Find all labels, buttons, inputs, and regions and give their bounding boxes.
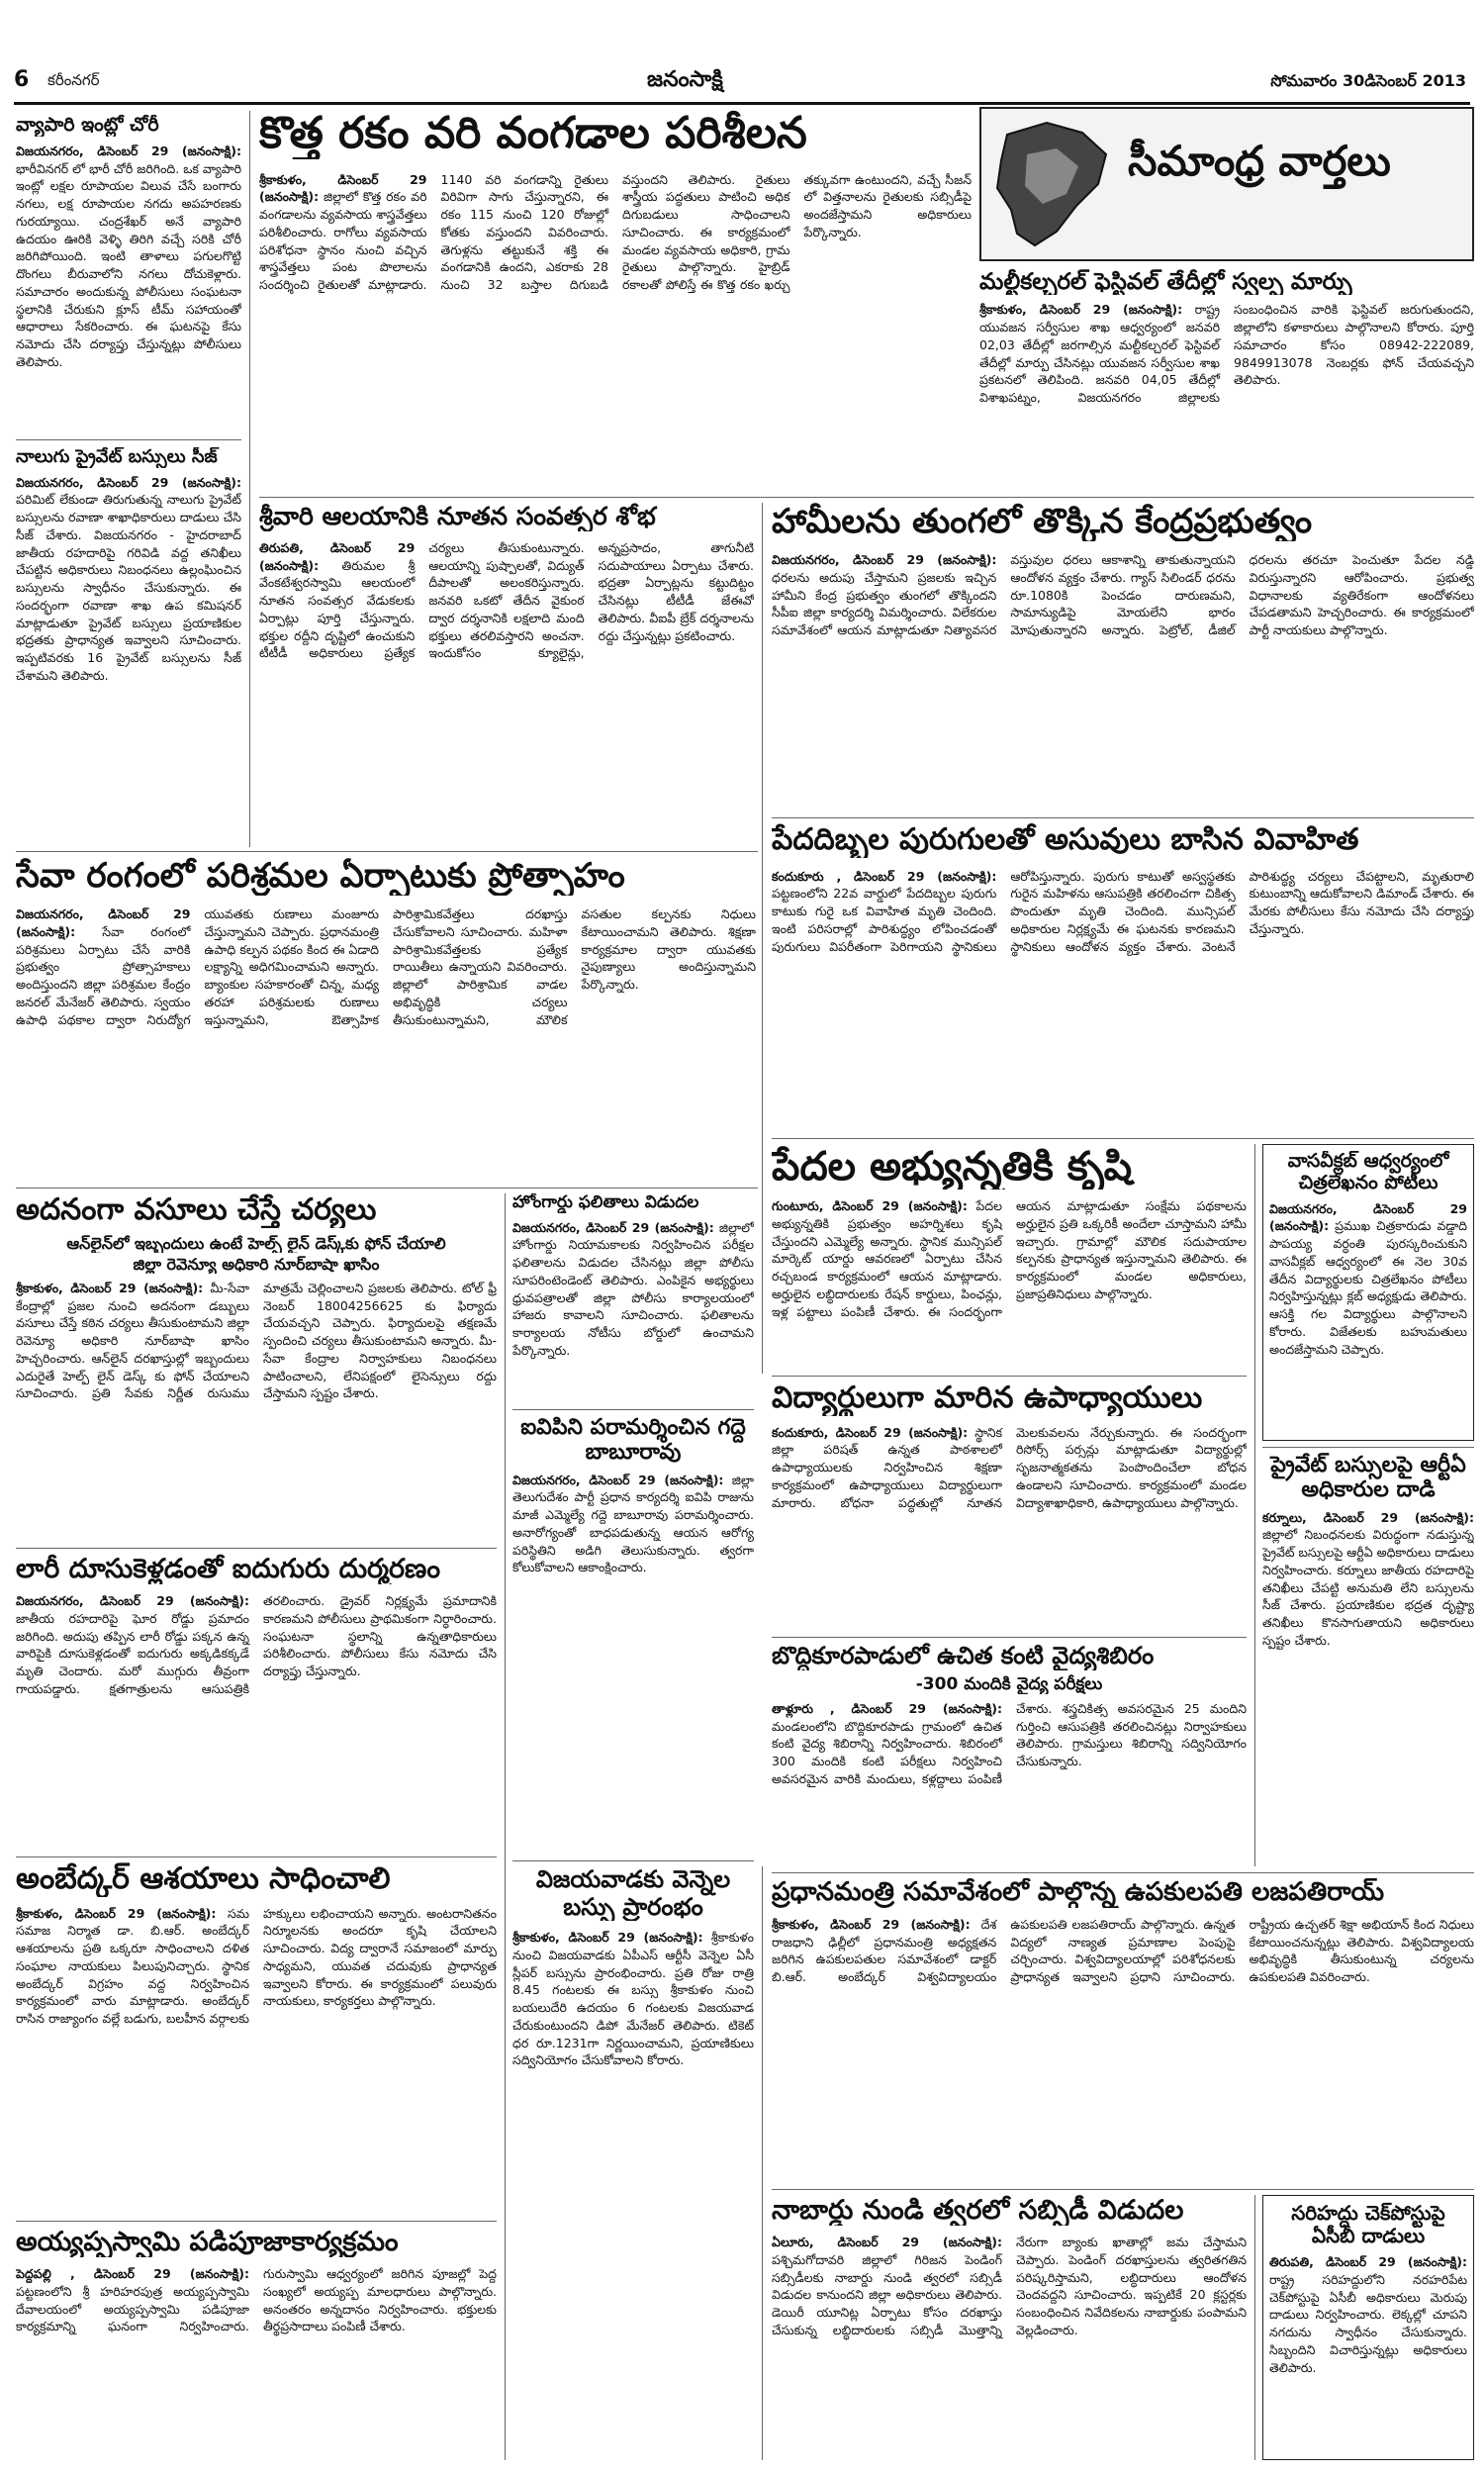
article-multicultural-festival [979,269,1474,485]
article-rta-raids [1262,1453,1474,1868]
page-number: 6 [14,67,30,92]
article-body: విజయనగరం, డిసెంబర్ 29 (జనంసాక్షి): ధరలను అదుపు చేస్తామని ప్రజలకు ఇచ్చిన హామీని కేంద్ర ప్రభుత్వం తుంగలో తొక్కిందని సీపీఐ జిల్లా కార్యదర్శి విమర్శించారు. విలేకరుల సమావేశంలో ఆయన మాట్లాడుతూ నిత్యావసర వస్తువుల ధరలు ఆకాశాన్ని తాకుతున్నాయని ఆందోళన వ్యక్తం చేశారు. గ్యాస్ సిలిండర్ ధరను రూ.1080కి పెంచడం దారుణమని, సామాన్యుడిపై మోయలేని భారం మోపుతున్నారని అన్నారు. పెట్రోల్, డీజిల్ ధరలను తరచూ పెంచుతూ పేదల నడ్డి విరుస్తున్నారని ఆరోపించారు. ప్రభుత్వ విధానాలకు వ్యతిరేకంగా ఆందోళనలు చేపడతామని హెచ్చరించారు. ఈ కార్యక్రమంలో పార్టీ నాయకులు పాల్గొన్నారు. [772,552,1474,638]
article-body: గుంటూరు, డిసెంబర్ 29 (జనంసాక్షి): పేదల అభ్యున్నతికి ప్రభుత్వం అహర్నిశలు కృషి చేస్తుందని ఎమ్మెల్యే అన్నారు. స్థానిక మున్సిపల్ మార్కెట్ యార్డు ఆవరణలో ఏర్పాటు చేసిన రచ్చబండ కార్యక్రమంలో ఆయన మాట్లాడారు. అర్హులైన లబ్ధిదారులకు రేషన్ కార్డులు, పింఛన్లు, ఇళ్ల పట్టాలు పంపిణీ చేశారు. ఈ సందర్భంగా ఆయన మాట్లాడుతూ సంక్షేమ పథకాలను అర్హులైన ప్రతి ఒక్కరికీ అందేలా చూస్తామని హామీ ఇచ్చారు. గ్రామాల్లో మౌలిక సదుపాయాల కల్పనకు ప్రాధాన్యత ఇస్తున్నామని తెలిపారు. ఈ కార్యక్రమంలో మండల అధికారులు, ప్రజాప్రతినిధులు పాల్గొన్నారు. [772,1198,1247,1319]
headline: కొత్త రకం వరి వంగడాల పరిశీలన [259,109,807,158]
headline: ఐవిపిని పరామర్శించిన గద్దె బాబూరావు [520,1415,746,1466]
article-nabard-subsidy [772,2195,1247,2460]
article-body: విజయనగరం, డిసెంబర్ 29 (జనంసాక్షి): జిల్లాలో హోంగార్డు నియామకాలకు నిర్వహించిన పరీక్షల ఫలితాలను విడుదల చేసినట్లు జిల్లా పోలీసు సూపరింటెండెంట్ తెలిపారు. ఎంపికైన అభ్యర్థులు ధ్రువపత్రాలతో జిల్లా పోలీసు కార్యాలయంలో హాజరు కావాలని సూచించారు. ఫలితాలను కార్యాలయ నోటీసు బోర్డులో ఉంచామని పేర్కొన్నారు. [512,1219,754,1358]
article-body: తాళ్లూరు , డిసెంబర్ 29 (జనంసాక్షి): మండలంలోని బొద్దికూరపాడు గ్రామంలో ఉచిత కంటి వైద్య శిబిరాన్ని నిర్వహించారు. శిబిరంలో 300 మందికి కంటి పరీక్షలు నిర్వహించి అవసరమైన వారికి మందులు, కళ్లద్దాలు పంపిణీ చేశారు. శస్త్రచికిత్స అవసరమైన 25 మందిని గుర్తించి ఆసుపత్రికి తరలించినట్లు నిర్వాహకులు తెలిపారు. గ్రామస్తులు శిబిరాన్ని సద్వినియోగం చేసుకున్నారు. [772,1700,1247,1786]
article-body: ఏలూరు, డిసెంబర్ 29 (జనంసాక్షి): పశ్చిమగోదావరి జిల్లాలో గిరిజన పెండింగ్ సబ్సిడీలకు నాబార్డు నుండి త్వరలో సబ్సిడీ విడుదల కానుందని జిల్లా అధికారులు తెలిపారు. డెయిరీ యూనిట్ల ఏర్పాటు కోసం దరఖాస్తు చేసుకున్న లబ్ధిదారులకు సబ్సిడీ మొత్తాన్ని నేరుగా బ్యాంకు ఖాతాల్లో జమ చేస్తామని చెప్పారు. పెండింగ్ దరఖాస్తులను త్వరితగతిన పరిష్కరిస్తామని, లబ్ధిదారులు ఆందోళన చెందవద్దని సూచించారు. ఇప్పటికే 20 క్లస్టర్లకు సంబంధించిన నివేదికలను నాబార్డుకు పంపామని వెల్లడించారు. [772,2235,1247,2337]
article-body: తిరుపతి, డిసెంబర్ 29 (జనంసాక్షి): తిరుమల శ్రీ వేంకటేశ్వరస్వామి ఆలయంలో నూతన సంవత్సర వేడుకలకు ఏర్పాట్లు పూర్తి చేస్తున్నారు. భక్తుల రద్దీని దృష్టిలో ఉంచుకుని టీటీడీ అధికారులు ప్రత్యేక చర్యలు తీసుకుంటున్నారు. ఆలయాన్ని పుష్పాలతో, విద్యుత్ దీపాలతో అలంకరిస్తున్నారు. జనవరి ఒకటో తేదీన వైకుంఠ ద్వార దర్శనానికి లక్షలాది మంది భక్తులు తరలివస్తారని అంచనా. ఇందుకోసం క్యూలైన్లు, అన్నప్రసాదం, తాగునీటి సదుపాయాలు ఏర్పాటు చేశారు. భద్రతా ఏర్పాట్లను కట్టుదిట్టం చేసినట్లు టీటీడీ జేఈవో తెలిపారు. వీఐపీ బ్రేక్ దర్శనాలను రద్దు చేస్తున్నట్లు ప్రకటించారు. [259,539,754,661]
article-acb-raids [1262,2195,1474,2460]
newspaper-logo: జనంసాక్షి [647,67,723,92]
article-body: విజయనగరం, డిసెంబర్ 29 (జనంసాక్షి): జిల్లా తెలుగుదేశం పార్టీ ప్రధాన కార్యదర్శి ఐవిపి రాజును మాజీ ఎమ్మెల్యే గద్దె బాబూరావు పరామర్శించారు. అనారోగ్యంతో బాధపడుతున్న ఆయన ఆరోగ్య పరిస్థితిని అడిగి తెలుసుకున్నారు. త్వరగా కోలుకోవాలని ఆకాంక్షించారు. [512,1472,754,1575]
headline: పేదదిబ్బల పురుగులతో అసువులు బాసిన వివాహిత [772,823,1359,857]
article-ambedkar-ideals [16,1862,497,2215]
article-body: పెద్దపల్లి , డిసెంబర్ 29 (జనంసాక్షి): పట్టణంలోని శ్రీ హరిహరపుత్ర అయ్యప్పస్వామి దేవాలయంలో అయ్యప్పస్వామి పడిపూజా కార్యక్రమాన్ని ఘనంగా నిర్వహించారు. గురుస్వామి ఆధ్వర్యంలో జరిగిన పూజల్లో పెద్ద సంఖ్యలో అయ్యప్ప మాలధారులు పాల్గొన్నారు. అనంతరం అన్నదానం నిర్వహించారు. భక్తులకు తీర్థప్రసాదాలు పంపిణీ చేశారు. [16,2266,497,2334]
issue-date: సోమవారం 30డిసెంబర్ 2013 [1270,71,1466,90]
article-body: విజయనగరం, డిసెంబర్ 29 (జనంసాక్షి): ప్రముఖ చిత్రకారుడు వడ్డాది పాపయ్య వర్ధంతి పురస్కరించుకుని వాసవీక్లబ్ ఆధ్వర్యంలో ఈ నెల 30వ తేదీన విద్యార్థులకు చిత్రలేఖనం పోటీలు నిర్వహిస్తున్నట్లు క్లబ్ అధ్యక్షుడు తెలిపారు. ఆసక్తి గల విద్యార్థులు పాల్గొనాలని కోరారు. విజేతలకు బహుమతులు అందజేస్తామని చెప్పారు. [1269,1200,1467,1357]
headline: పేదల అభ్యున్నతికి కృషి [772,1144,1133,1189]
article-new-paddy-varieties [259,109,972,493]
article-woman-dies [772,823,1474,1132]
article-vennela-bus [512,1866,754,2460]
headline: బొద్దికూరపాడులో ఉచిత కంటి వైద్యశిబిరం [772,1643,1155,1669]
headline: సేవా రంగంలో పరిశ్రమల ఏర్పాటుకు ప్రోత్సాహం [16,857,625,896]
article-body: తిరుపతి, డిసెంబర్ 29 (జనంసాక్షి): రాష్ట్ర సరిహద్దులోని నరహరిపేట చెక్‌పోస్టుపై ఏసీబీ అధికారులు మెరుపు దాడులు నిర్వహించారు. లెక్కల్లో చూపని నగదును స్వాధీనం చేసుకున్నారు. సిబ్బందిని విచారిస్తున్నట్లు అధికారులు తెలిపారు. [1269,2254,1467,2375]
article-body: విజయనగరం, డిసెంబర్ 29 (జనంసాక్షి): జాతీయ రహదారిపై ఘోర రోడ్డు ప్రమాదం జరిగింది. అదుపు తప్పిన లారీ రోడ్డు పక్కన ఉన్న వారిపైకి దూసుకెళ్లడంతో ఐదుగురు అక్కడికక్కడే మృతి చెందారు. మరో ముగ్గురు తీవ్రంగా గాయపడ్డారు. క్షతగాత్రులను ఆసుపత్రికి తరలించారు. డ్రైవర్ నిర్లక్ష్యమే ప్రమాదానికి కారణమని పోలీసులు ప్రాథమికంగా నిర్ధారించారు. సంఘటనా స్థలాన్ని ఉన్నతాధికారులు పరిశీలించారు. పోలీసులు కేసు నమోదు చేసి దర్యాప్తు చేస్తున్నారు. [16,1593,497,1696]
article-body: శ్రీకాకుళం, డిసెంబర్ 29 (జనంసాక్షి): మీ-సేవా కేంద్రాల్లో ప్రజల నుంచి అదనంగా డబ్బులు వసూలు చేస్తే కఠిన చర్యలు తీసుకుంటామని జిల్లా రెవెన్యూ అధికారి నూర్‌బాషా ఖాసిం హెచ్చరించారు. ఆన్‌లైన్ దరఖాస్తుల్లో ఇబ్బందులు ఎదురైతే హెల్ప్ లైన్ డెస్క్ కు ఫోన్ చేయాలని సూచించారు. ప్రతి సేవకు నిర్ణీత రుసుము మాత్రమే చెల్లించాలని ప్రజలకు తెలిపారు. టోల్ ఫ్రీ నెంబర్ 18004256625 కు ఫిర్యాదు చేయవచ్చని చెప్పారు. ఫిర్యాదులపై తక్షణమే స్పందించి చర్యలు తీసుకుంటామని అన్నారు. మీ-సేవా కేంద్రాల నిర్వాహకులు నిబంధనలు పాటించాలని, లేనిపక్షంలో లైసెన్సులు రద్దు చేస్తామని స్పష్టం చేశారు. [16,1280,497,1401]
article-tirumala-new-year [259,503,754,847]
headline: ప్రైవేట్ బస్సులపై ఆర్టీఏ అధికారుల దాడి [1270,1453,1466,1503]
headline: హోంగార్డు ఫలితాలు విడుదల [512,1193,699,1212]
article-body: విజయనగరం, డిసెంబర్ 29 (జనంసాక్షి): భారీవినగర్ లో భారీ చోరీ జరిగింది. ఒక వ్యాపారి ఇంట్లో లక్షల రూపాయల విలువ చేసే బంగారు నగలు, లక్ష రూపాయల నగదు అపహరణకు గురయ్యాయి. చంద్రశేఖర్ అనే వ్యాపారి ఉదయం ఊరికి వెళ్ళి తిరిగి వచ్చే సరికి చోరీ జరిగిపోయింది. ఇంటి తాళాలు పగులగొట్టి దొంగలు బీరువాలోని నగలు దోచుకెళ్లారు. సమాచారం అందుకున్న పోలీసులు సంఘటనా స్థలానికి చేరుకుని క్లూస్ టీమ్ సహాయంతో ఆధారాలు సేకరించారు. ఈ ఘటనపై కేసు నమోదు చేసి దర్యాప్తు చేస్తున్నట్లు పోలీసులు తెలిపారు. [16,143,241,369]
headline: విజయవాడకు వెన్నెల బస్సు ప్రారంభం [535,1866,731,1921]
headline: సరిహద్దు చెక్‌పోస్టుపై ఏసీబీ దాడులు [1291,2202,1445,2247]
article-body: శ్రీకాకుళం, డిసెంబర్ 29 (జనంసాక్షి): దేశ రాజధాని ఢిల్లీలో ప్రధానమంత్రి అధ్యక్షతన జరిగిన ఉపకులపతుల సమావేశంలో డాక్టర్ బి.ఆర్. అంబేద్కర్ విశ్వవిద్యాలయం ఉపకులపతి లజపతిరాయ్ పాల్గొన్నారు. ఉన్నత విద్యలో నాణ్యత ప్రమాణాల పెంపుపై చర్చించారు. విశ్వవిద్యాలయాల్లో పరిశోధనలకు ప్రాధాన్యత ఇవ్వాలని ప్రధాని సూచించారు. రాష్ట్రీయ ఉచ్చతర్ శిక్షా అభియాన్ కింద నిధులు కేటాయించనున్నట్లు తెలిపారు. విశ్వవిద్యాలయ అభివృద్ధికి తీసుకుంటున్న చర్యలను ఉపకులపతి వివరించారు. [772,1916,1474,1985]
article-industries-promotion [16,857,756,1184]
headline: నాలుగు ప్రైవేట్ బస్సులు సీజ్ [16,447,218,467]
headline: విద్యార్థులుగా మారిన ఉపాధ్యాయులు [772,1381,1203,1415]
headline: నాబార్డు నుండి త్వరలో సబ్సిడీ విడుదల [772,2195,1184,2226]
banner-title: సీమాంధ్ర వార్తలు [1128,137,1391,185]
headline: వ్యాపారి ఇంట్లో చోరీ [16,115,159,136]
subheadline: -300 మందికి వైద్య పరీక్షలు [915,1673,1103,1694]
article-body: విజయనగరం, డిసెంబర్ 29 (జనంసాక్షి): సేవా రంగంలో పరిశ్రమలు ఏర్పాటు చేసే వారికి ప్రభుత్వం ప్రోత్సాహకాలు అందిస్తుందని జిల్లా పరిశ్రమల కేంద్రం జనరల్ మేనేజర్ తెలిపారు. స్వయం ఉపాధి పథకాల ద్వారా నిరుద్యోగ యువతకు రుణాలు మంజూరు చేస్తున్నామని చెప్పారు. ప్రధానమంత్రి ఉపాధి కల్పన పథకం కింద ఈ ఏడాది లక్ష్యాన్ని అధిగమించామని అన్నారు. బ్యాంకుల సహకారంతో చిన్న, మధ్య తరహా పరిశ్రమలకు రుణాలు ఇస్తున్నామని, ఔత్సాహిక పారిశ్రామికవేత్తలు దరఖాస్తు చేసుకోవాలని సూచించారు. మహిళా పారిశ్రామికవేత్తలకు ప్రత్యేక రాయితీలు ఉన్నాయని వివరించారు. జిల్లాలో పారిశ్రామిక వాడల అభివృద్ధికి చర్యలు తీసుకుంటున్నామని, మౌలిక వసతుల కల్పనకు నిధులు కేటాయించామని తెలిపారు. శిక్షణా కార్యక్రమాల ద్వారా యువతకు నైపుణ్యాలు అందిస్తున్నామని పేర్కొన్నారు. [16,906,756,1027]
headline: లారీ దూసుకెళ్లడంతో ఐదుగురు దుర్మరణం [16,1554,441,1584]
article-body: శ్రీకాకుళం, డిసెంబర్ 29 (జనంసాక్షి): రాష్ట్ర యువజన సర్వీసుల శాఖ ఆధ్వర్యంలో జనవరి 02,03 తేదీల్లో జరగాల్సిన మల్టీకల్చరల్ ఫెస్టివల్ తేదీల్లో మార్పు చేసినట్లు యువజన సర్వీసుల శాఖ ప్రకటనలో తెలిపింది. జనవరి 04,05 తేదీల్లో విశాఖపట్నం, విజయనగరం జిల్లాలకు సంబంధించిన వారికి ఫెస్టివల్ జరుగుతుందని, జిల్లాలోని కళాకారులు పాల్గొనాలని కోరారు. పూర్తి సమాచారం కోసం 08942-222089, 9849913078 నెంబర్లకు ఫోన్ చేయవచ్చని తెలిపారు. [979,302,1474,406]
article-body: కందుకూరు, డిసెంబర్ 29 (జనంసాక్షి): స్థానిక జిల్లా పరిషత్ ఉన్నత పాఠశాలలో ఉపాధ్యాయులకు నిర్వహించిన శిక్షణా కార్యక్రమంలో ఉపాధ్యాయులు విద్యార్థులుగా మారారు. బోధనా పద్ధతుల్లో నూతన మెలకువలను నేర్చుకున్నారు. ఈ సందర్భంగా రిసోర్స్ పర్సన్లు మాట్లాడుతూ విద్యార్థుల్లో సృజనాత్మకతను పెంపొందించేలా బోధన ఉండాలని సూచించారు. కార్యక్రమంలో మండల విద్యాశాఖాధికారి, ఉపాధ్యాయులు పాల్గొన్నారు. [772,1424,1247,1510]
edition-name: కరీంనగర్ [47,71,100,89]
article-body: విజయనగరం, డిసెంబర్ 29 (జనంసాక్షి): పరిమిట్ లేకుండా తిరుగుతున్న నాలుగు ప్రైవేట్ బస్సులను రవాణా శాఖాధికారులు దాడులు చేసి సీజ్ చేశారు. విజయనగరం - హైదరాబాద్ జాతీయ రహదారిపై గరివిడి వద్ద తనిఖీలు చేపట్టిన అధికారులు నిబంధనలు ఉల్లంఘించిన బస్సులను స్వాధీనం చేసుకున్నారు. ఈ సందర్భంగా రవాణా శాఖ ఉప కమిషనర్ మాట్లాడుతూ ప్రైవేట్ బస్సులు ప్రయాణికుల భద్రతకు ప్రాధాన్యత ఇవ్వాలని సూచించారు. ఇప్పటివరకు 16 ప్రైవేట్ బస్సులను సీజ్ చేశామని తెలిపారు. [16,474,241,683]
headline: అంబేద్కర్ ఆశయాలు సాధించాలి [16,1862,391,1896]
andhra-map-icon [987,115,1120,255]
headline: ప్రధానమంత్రి సమావేశంలో పాల్గొన్న ఉపకులపతి లజపతిరాయ్ [772,1878,1385,1907]
headline: అయ్యప్పస్వామి పడిపూజాకార్యక్రమం [16,2227,399,2257]
article-poor-upliftment [772,1144,1247,1370]
headline: శ్రీవారి ఆలయానికి నూతన సంవత్సర శోభ [259,503,656,530]
article-body: శ్రీకాకుళం, డిసెంబర్ 29 (జనంసాక్షి): శ్రీకాకుళం నుంచి విజయవాడకు ఏపీఎస్ ఆర్టీసీ వెన్నెల ఏసీ స్లీపర్ బస్సును ప్రారంభించారు. ప్రతి రోజు రాత్రి 8.45 గంటలకు ఈ బస్సు శ్రీకాకుళం నుంచి బయలుదేరి ఉదయం 6 గంటలకు విజయవాడ చేరుకుంటుందని డిపో మేనేజర్ తెలిపారు. టికెట్ ధర రూ.1231గా నిర్ణయించామని, ప్రయాణికులు సద్వినియోగం చేసుకోవాలని కోరారు. [512,1930,754,2068]
headline: వాసవీక్లబ్ ఆధ్వర్యంలో చిత్రలేఖనం పోటీలు [1287,1151,1449,1193]
article-painting-competition [1262,1144,1474,1441]
article-body: శ్రీకాకుళం, డిసెంబర్ 29 (జనంసాక్షి): సమ సమాజ నిర్మాత డా. బి.ఆర్. అంబేద్కర్ ఆశయాలను ప్రతి ఒక్కరూ సాధించాలని దళిత సంఘాల నాయకులు పిలుపునిచ్చారు. స్థానిక అంబేద్కర్ విగ్రహం వద్ద నిర్వహించిన కార్యక్రమంలో వారు మాట్లాడారు. అంబేద్కర్ రాసిన రాజ్యాంగం వల్లే బడుగు, బలహీన వర్గాలకు హక్కులు లభించాయని అన్నారు. అంటరానితనం నిర్మూలనకు అందరూ కృషి చేయాలని సూచించారు. విద్య ద్వారానే సమాజంలో మార్పు సాధ్యమని, యువత చదువుకు ప్రాధాన్యత ఇవ్వాలని కోరారు. ఈ కార్యక్రమంలో పలువురు నాయకులు, కార్యకర్తలు పాల్గొన్నారు. [16,1905,497,2026]
article-eye-camp [772,1643,1247,1866]
article-body: శ్రీకాకుళం, డిసెంబర్ 29 (జనంసాక్షి): జిల్లాలో కొత్త రకం వరి వంగడాలను వ్యవసాయ శాస్త్రవేత్తలు పరిశీలించారు. రాగోలు వ్యవసాయ పరిశోధనా స్థానం నుంచి వచ్చిన శాస్త్రవేత్తలు పంట పొలాలను సందర్శించి రైతులతో మాట్లాడారు. 1140 వరి వంగడాన్ని రైతులు విరివిగా సాగు చేస్తున్నారని, ఈ రకం 115 నుంచి 120 రోజుల్లో కోతకు వస్తుందని వివరించారు. తెగుళ్లను తట్టుకునే శక్తి ఈ వంగడానికి ఉందని, ఎకరాకు 28 నుంచి 32 బస్తాల దిగుబడి వస్తుందని తెలిపారు. రైతులు శాస్త్రీయ పద్ధతులు పాటించి అధిక దిగుబడులు సాధించాలని సూచించారు. ఈ కార్యక్రమంలో మండల వ్యవసాయ అధికారి, గ్రామ రైతులు పాల్గొన్నారు. హైబ్రిడ్ రకాలతో పోలిస్తే ఈ కొత్త రకం ఖర్చు తక్కువగా ఉంటుందని, వచ్చే సీజన్ లో విత్తనాలను రైతులకు సబ్సిడీపై అందజేస్తామని అధికారులు పేర్కొన్నారు. [259,171,972,293]
article-teachers-training [772,1381,1247,1631]
article-body: కర్నూలు, డిసెంబర్ 29 (జనంసాక్షి): జిల్లాలో నిబంధనలకు విరుద్ధంగా నడుస్తున్న ప్రైవేట్ బస్సులపై ఆర్టీఏ అధికారులు దాడులు నిర్వహించారు. కర్నూలు జాతీయ రహదారిపై తనిఖీలు చేపట్టి అనుమతి లేని బస్సులను సీజ్ చేశారు. ప్రయాణికుల భద్రత దృష్ట్యా తనిఖీలు కొనసాగుతాయని అధికారులు స్పష్టం చేశారు. [1262,1509,1474,1648]
masthead [14,61,1470,105]
article-central-govt-promises [772,503,1474,813]
seemandhra-news-banner [979,107,1474,261]
headline: అదనంగా వసూలు చేస్తే చర్యలు [16,1193,377,1227]
article-ayyappa-padipuja [16,2227,497,2460]
article-ivp-visit [512,1415,754,1712]
article-private-buses-seized [16,447,241,835]
article-body: కందుకూరు , డిసెంబర్ 29 (జనంసాక్షి): పట్టణంలోని 22వ వార్డులో పేదదిబ్బల పురుగు కాటుకు గురై ఒక వివాహిత మృతి చెందింది. ఇంటి పరిసరాల్లో పారిశుద్ధ్యం లోపించడంతో పురుగులు విపరీతంగా పెరిగాయని స్థానికులు ఆరోపిస్తున్నారు. పురుగు కాటుతో అస్వస్థతకు గురైన మహిళను ఆసుపత్రికి తరలించగా చికిత్స పొందుతూ మృతి చెందింది. మున్సిపల్ అధికారుల నిర్లక్ష్యమే ఈ ఘటనకు కారణమని స్థానికులు ఆందోళన వ్యక్తం చేశారు. వెంటనే పారిశుద్ధ్య చర్యలు చేపట్టాలని, మృతురాలి కుటుంబాన్ని ఆదుకోవాలని డిమాండ్ చేశారు. ఈ మేరకు పోలీసులు కేసు నమోదు చేసి దర్యాప్తు చేస్తున్నారు. [772,868,1474,954]
subheadline-official: జిల్లా రెవెన్యూ అధికారి నూర్‌బాషా ఖాసిం [133,1254,380,1274]
article-homeguard-results [512,1193,754,1403]
article-vc-lajpatrai [772,1878,1474,2183]
article-burglary [16,115,241,433]
headline: మల్టీకల్చరల్ ఫెస్టివల్ తేదీల్లో స్వల్ప మార్పు [979,269,1352,295]
subheadline: ఆన్‌లైన్‌లో ఇబ్బందులు ఉంటే హెల్ప్ లైన్ డెస్క్‌కు ఫోన్ చేయాలి [66,1233,446,1253]
headline: హామీలను తుంగలో తొక్కిన కేంద్రప్రభుత్వం [772,503,1313,541]
article-extra-charges-action [16,1193,497,1542]
article-lorry-accident [16,1554,497,1851]
